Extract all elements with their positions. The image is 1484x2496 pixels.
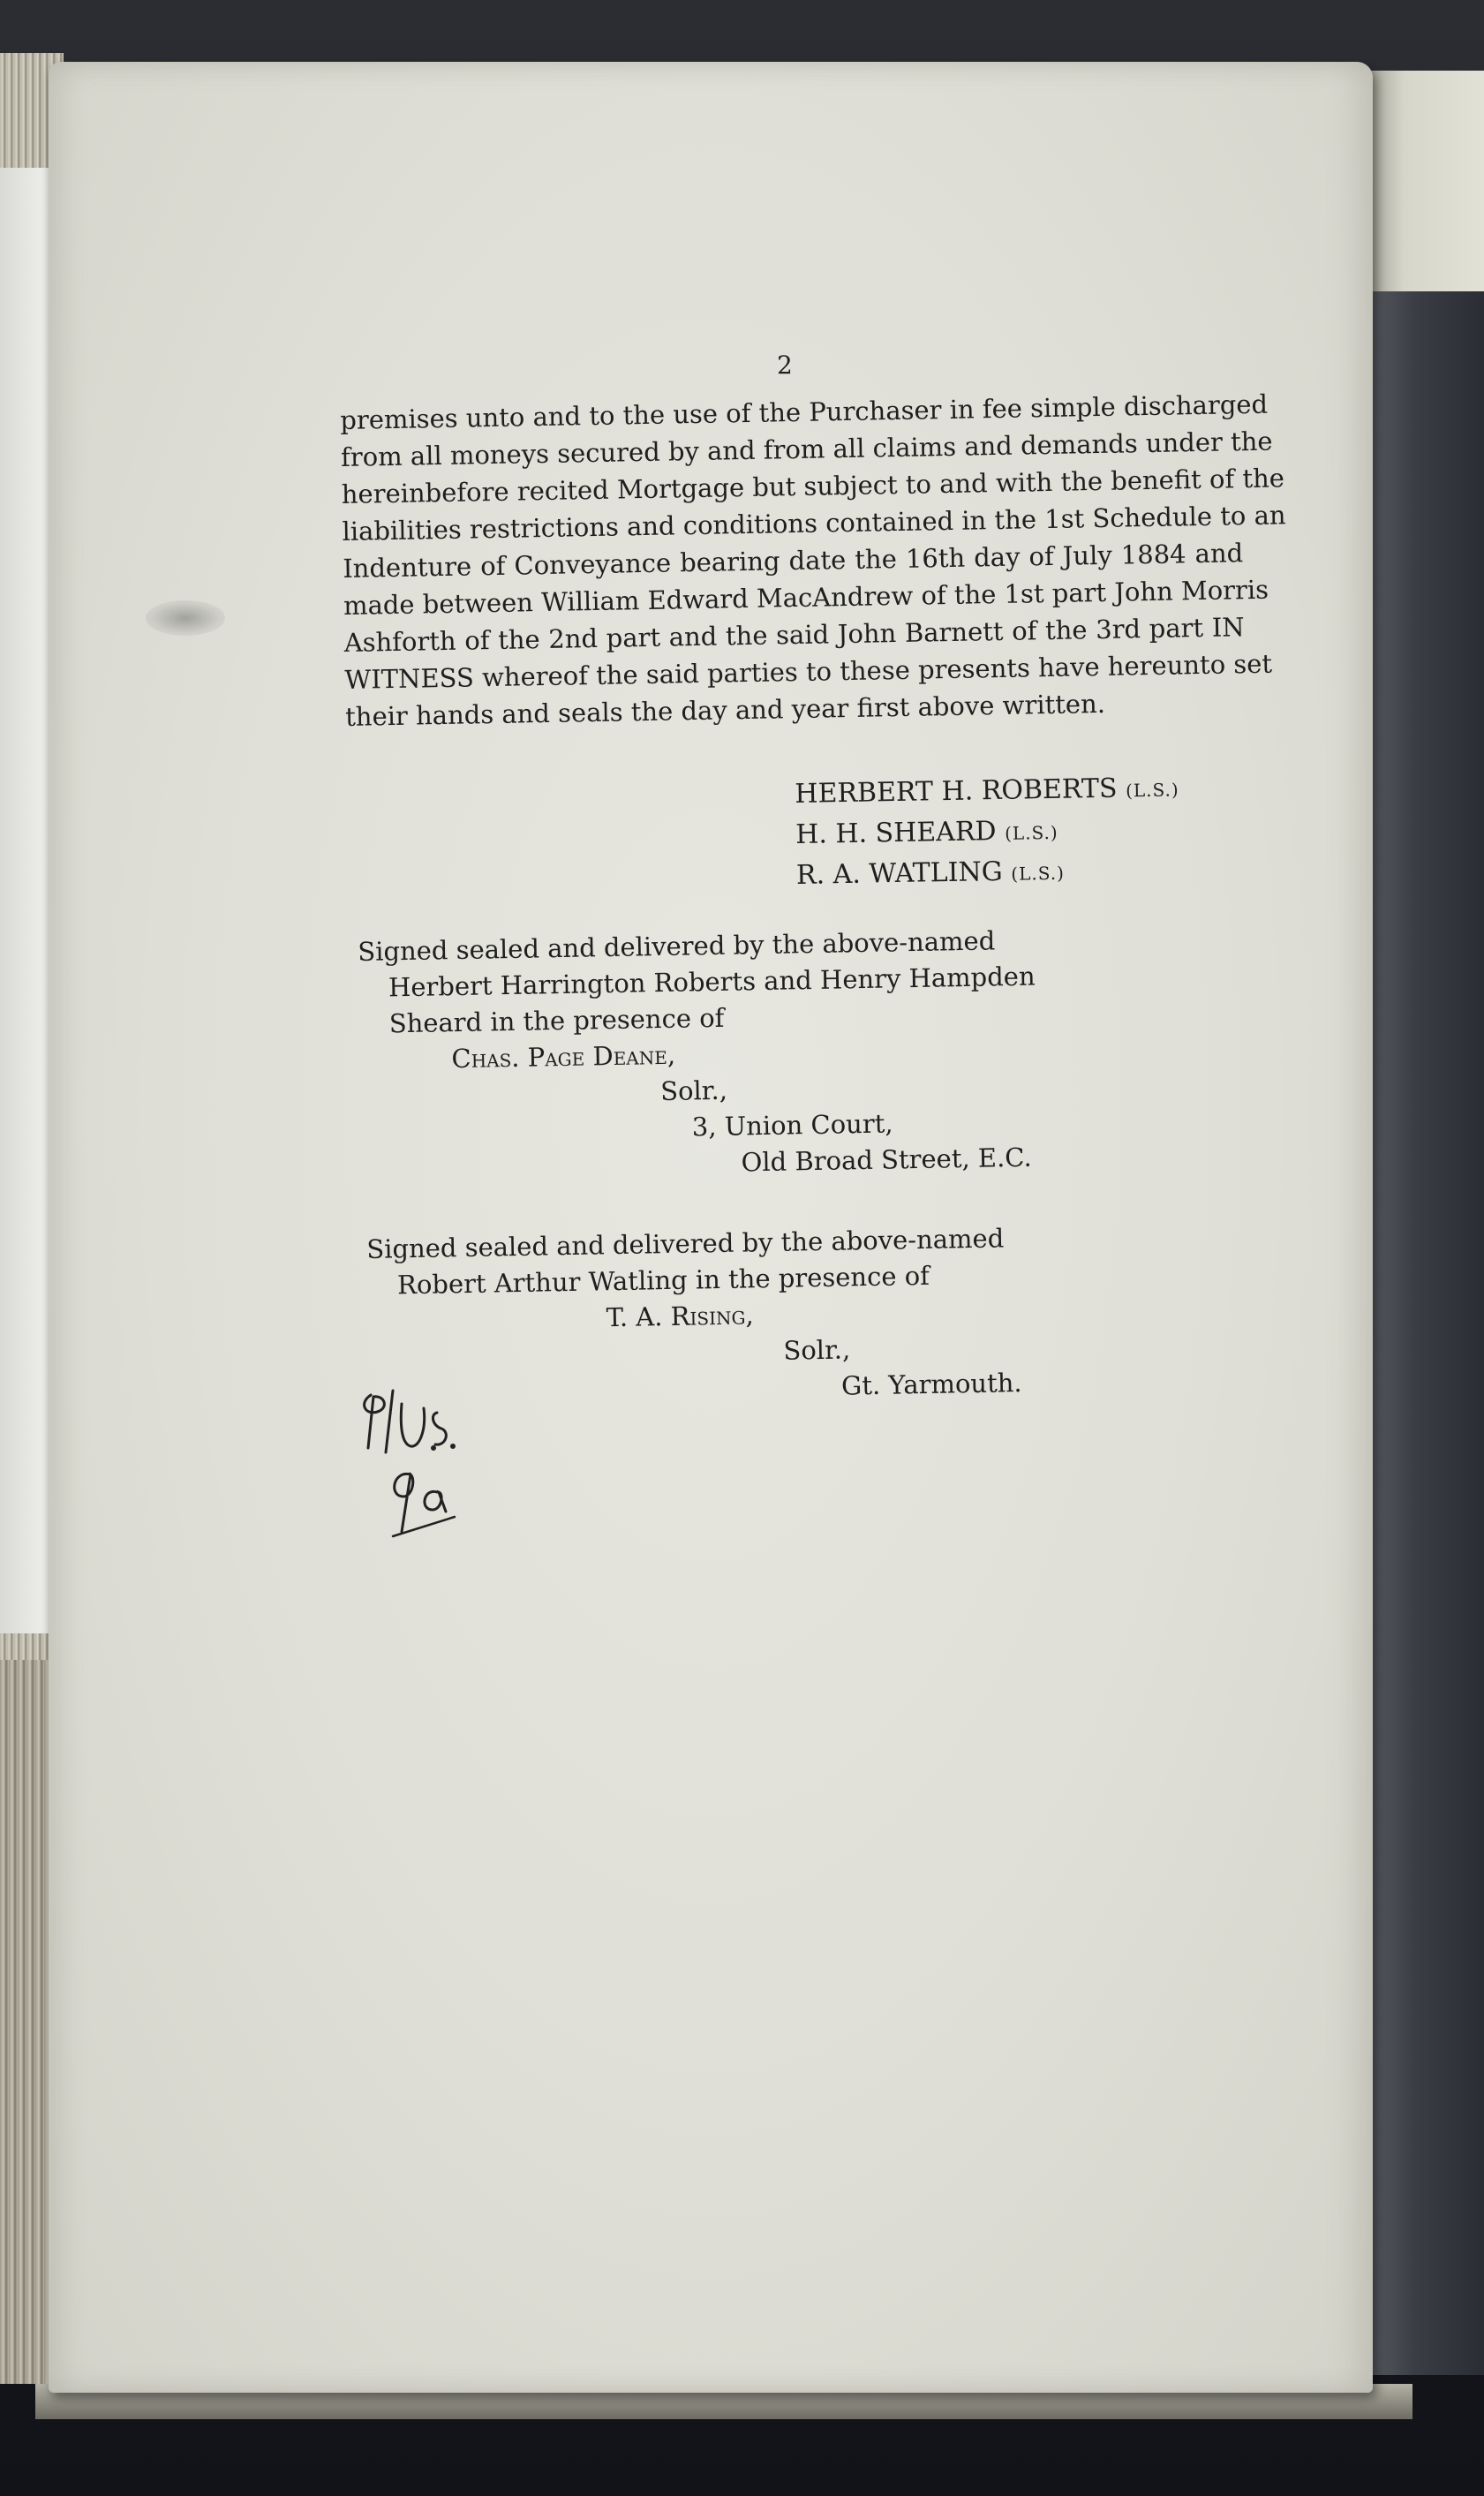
- seal-mark: (L.S.): [1125, 779, 1179, 802]
- body-line: liabilities restrictions and conditions contained in the 1st Schedule to an: [342, 500, 1286, 547]
- seal-mark: (L.S.): [1004, 821, 1058, 844]
- attestation-line: Signed sealed and delivered by the above-named: [366, 1223, 1005, 1264]
- deed-body-text: [340, 386, 1286, 735]
- attestation-line: Signed sealed and delivered by the above-named: [358, 925, 996, 967]
- adjacent-page-shadow: [1370, 291, 1484, 2375]
- body-line: Indenture of Conveyance bearing date the 16th day of July 1884 and: [343, 538, 1244, 584]
- attestation-line: Sheard in the presence of: [388, 1002, 725, 1039]
- body-line: WITNESS whereof the said parties to these presents have hereunto set: [344, 648, 1273, 695]
- body-line: made between William Edward MacAndrew of the 1st part John Morris: [343, 574, 1269, 621]
- attestation-line: Herbert Harrington Roberts and Henry Hampden: [388, 961, 1036, 1003]
- ink-smudge: [146, 600, 225, 636]
- body-line: from all moneys secured by and from all claims and demands under the: [340, 426, 1273, 472]
- body-line: hereinbefore recited Mortgage but subject to and with the benefit of the: [341, 463, 1285, 509]
- witness-title: Solr.,: [783, 1334, 851, 1366]
- attestation-clause-1: [358, 923, 1039, 1188]
- witness-address: Gt. Yarmouth.: [840, 1368, 1022, 1401]
- body-line: their hands and seals the day and year first above written.: [344, 688, 1106, 732]
- body-line: premises unto and to the use of the Purchaser in fee simple discharged: [340, 388, 1269, 435]
- witness-address: 3, Union Court,: [691, 1108, 893, 1142]
- body-line: Ashforth of the 2nd part and the said John Barnett of the 3rd part IN: [343, 612, 1245, 658]
- witness-name: Chas. Page Deane,: [451, 1039, 676, 1075]
- signature-line: [796, 849, 1181, 897]
- signatory-name: HERBERT H. ROBERTS: [795, 773, 1118, 810]
- seal-mark: (L.S.): [1011, 862, 1066, 885]
- witness-title: Solr.,: [659, 1075, 728, 1107]
- witness-address: Old Broad Street, E.C.: [741, 1142, 1032, 1178]
- signature-block: [795, 768, 1181, 897]
- signature-line: [795, 768, 1179, 816]
- signatory-name: H. H. SHEARD: [795, 816, 997, 850]
- handwritten-annotation: [349, 1377, 490, 1554]
- signatory-name: R. A. WATLING: [795, 856, 1004, 891]
- signature-line: [795, 809, 1180, 856]
- attestation-line: Robert Arthur Watling in the presence of: [396, 1260, 930, 1301]
- page-number: 2: [777, 351, 793, 380]
- witness-name: T. A. Rising,: [606, 1300, 754, 1333]
